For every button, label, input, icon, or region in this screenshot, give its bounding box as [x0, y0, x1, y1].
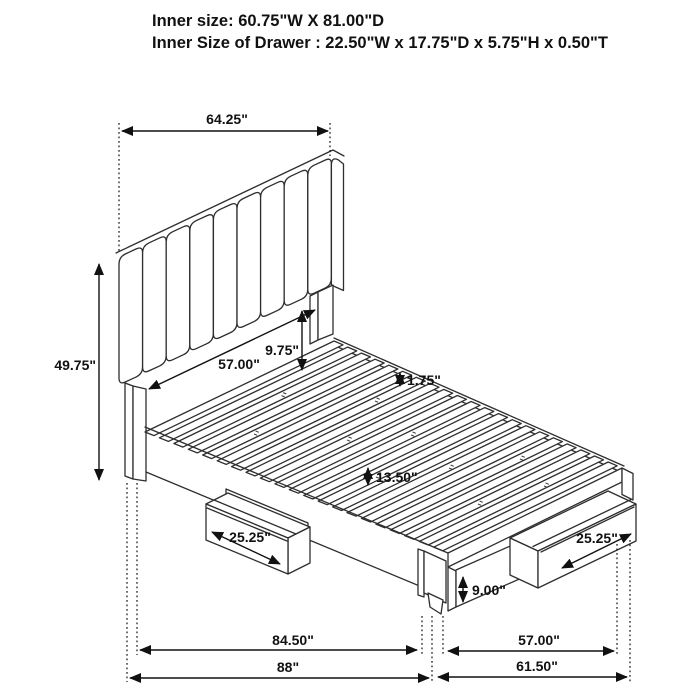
headboard-left-leg: [125, 383, 133, 479]
drawer-inner-size-label: Inner Size of Drawer : 22.50"W x 17.75"D x 5.75"H x 0.50"T: [152, 34, 608, 52]
headboard-panel: [119, 248, 143, 383]
dim-slat-thickness: [400, 372, 441, 388]
headboard-panel: [308, 159, 332, 294]
foot-leg: [418, 549, 446, 614]
dim-overall-length: [130, 659, 429, 678]
dim-frame-height: [368, 468, 418, 485]
dim-label: 61.50": [516, 658, 558, 674]
dim-label: 9.00": [472, 582, 506, 598]
headboard-panel: [261, 181, 285, 316]
dim-label: 64.25": [206, 111, 248, 127]
headboard-panel: [190, 215, 214, 350]
dim-label: 13.50": [376, 469, 418, 485]
dim-headboard-height: [54, 264, 99, 480]
inner-size-label: Inner size: 60.75"W X 81.00"D: [152, 12, 385, 30]
dim-base-length: [140, 632, 417, 650]
dim-label: 88": [276, 659, 300, 675]
foot-rail-right-cap: [622, 468, 633, 500]
headboard-side-face: [331, 159, 343, 291]
dim-overall-width: [438, 658, 627, 677]
dim-label: 84.50": [272, 632, 314, 648]
dim-label: 25.25": [229, 529, 271, 545]
foot-leg-back: [418, 549, 424, 597]
dim-label: 57.00": [218, 356, 260, 372]
dim-base-width: [448, 632, 614, 651]
dim-label: 25.25": [576, 530, 618, 546]
headboard-panel: [166, 226, 190, 361]
headboard-panel: [237, 193, 261, 328]
headboard-left-leg: [133, 386, 146, 481]
foot-leg-front: [424, 551, 446, 603]
dim-label: 1.75": [407, 372, 441, 388]
dim-label: 49.75": [54, 357, 96, 373]
foot-rail-left-return: [448, 567, 456, 611]
dim-label: 57.00": [518, 632, 560, 648]
dim-label: 9.75": [265, 342, 299, 358]
headboard-panel: [284, 170, 308, 305]
dim-headboard-width: [122, 111, 328, 131]
headboard-right-leg: [318, 285, 333, 340]
headboard-right-leg: [310, 292, 318, 344]
headboard-panel: [143, 237, 167, 372]
title-block: [152, 12, 608, 52]
headboard-panel: [213, 204, 237, 339]
